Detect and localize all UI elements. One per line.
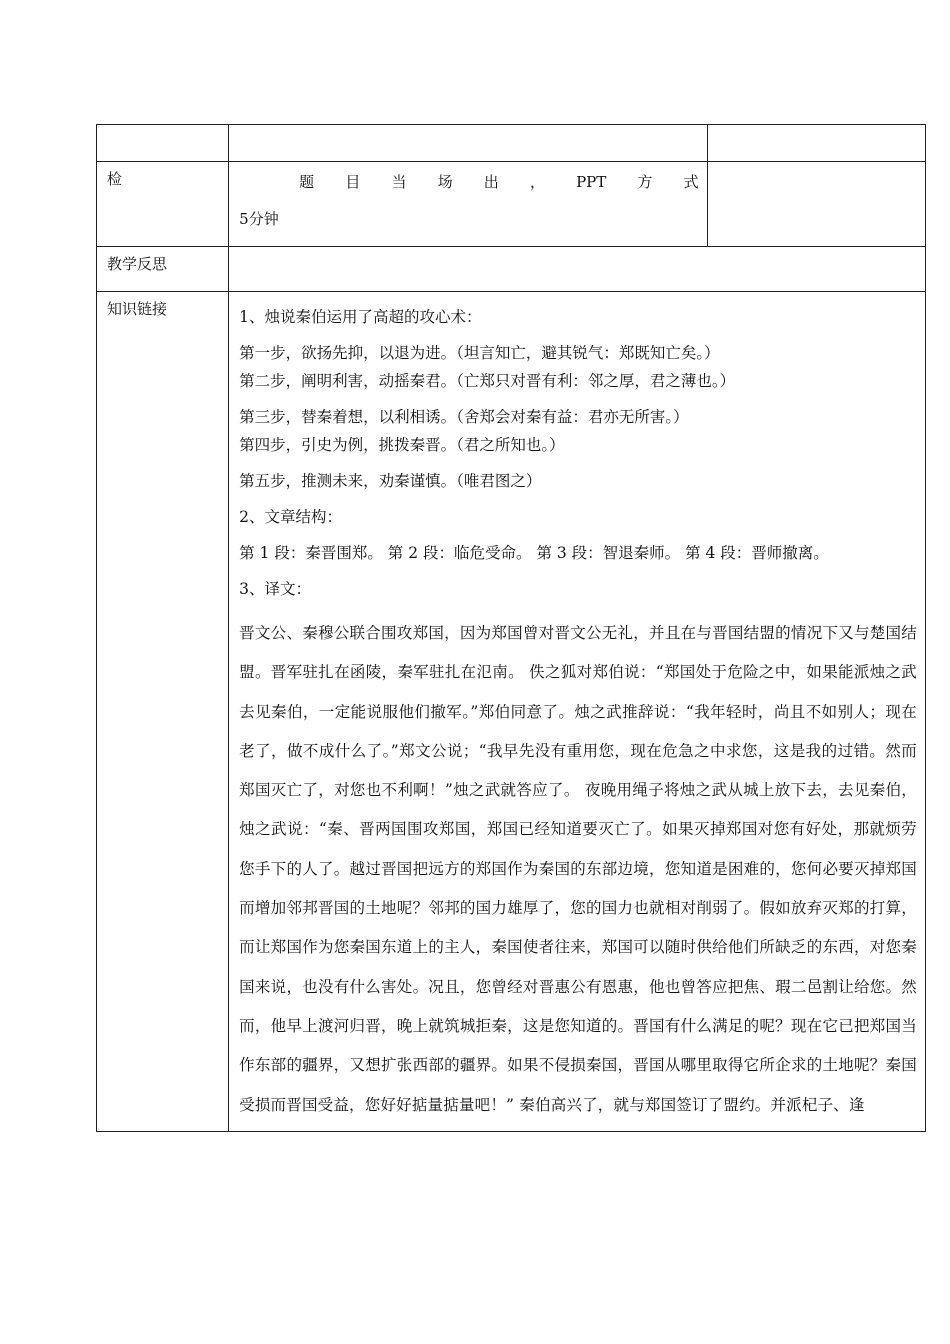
lesson-plan-table [96,124,926,1132]
empty-extra-cell [707,125,925,162]
check-char: 当 [391,173,407,191]
check-label: 检 [97,162,229,247]
check-char: 出 [483,173,499,191]
check-content-cell [229,162,708,247]
point3-title: 3、译文： [239,580,312,598]
table-row-empty [97,125,926,162]
step-item: 第五步，推测未来，劝秦谨慎。（唯君图之） [239,472,542,490]
check-char: PPT [576,173,607,191]
check-char: 题 [299,173,315,191]
table-row-reflection [97,247,926,292]
check-char: ， [529,173,545,191]
knowledge-label: 知识链接 [97,292,229,1132]
reflection-label: 教学反思 [97,247,229,292]
empty-content-cell [229,125,708,162]
step-item: 第一步，欲扬先抑，以退为进。（坦言知亡，避其锐气：郑既知亡矣。） [239,344,720,362]
empty-label-cell [97,125,229,162]
check-char: 目 [345,173,361,191]
structure-line: 第 1 段：秦晋围郑。 第 2 段：临危受命。 第 3 段：智退秦师。 第 4 段：晋师撤离。 [239,544,829,562]
point1-title: 1、烛说秦伯运用了高超的攻心术： [239,308,482,326]
step-item: 第四步，引史为例，挑拨秦晋。（君之所知也。） [239,436,565,454]
check-duration: 5分钟 [239,210,279,228]
translation-paragraph: 晋文公、秦穆公联合围攻郑国，因为郑国曾对晋文公无礼，并且在与晋国结盟的情况下又与楚国结盟。晋军驻扎在函陵，秦军驻扎在氾南。 佚之狐对郑伯说：“郑国处于危险之中，如果能派烛之武去见秦伯，一定能说服他们撤军。”郑伯同意了。烛之武推辞说：“我年轻时，尚且不如别人；现在老了，做不成什么了。”郑文公说；“我早先没有重用您，现在危急之中求您，这是我的过错。然而郑国灭亡了，对您也不利啊！”烛之武就答应了。 夜晚用绳子将烛之武从城上放下去，去见秦伯，烛之武说：“秦、晋两国围攻郑国，郑国已经知道要灭亡了。如果灭掉郑国对您有好处，那就烦劳您手下的人了。越过晋国把远方的郑国作为秦国的东部边境，您知道是困难的，您何必要灭掉郑国而增加邻邦晋国的土地呢？邻邦的国力雄厚了，您的国力也就相对削弱了。假如放弃灭郑的打算，而让郑国作为您秦国东道上的主人，秦国使者往来，郑国可以随时供给他们所缺乏的东西，对您秦国来说，也没有什么害处。况且，您曾经对晋惠公有恩惠，他也曾答应把焦、瑕二邑割让给您。然而，他早上渡河归晋，晚上就筑城拒秦，这是您知道的。晋国有什么满足的呢？现在它已把郑国当作东部的疆界，又想扩张西部的疆界。如果不侵损秦国，晋国从哪里取得它所企求的土地呢？秦国受损而晋国受益，您好好掂量掂量吧！” 秦伯高兴了，就与郑国签订了盟约。并派杞子、逢 [239,624,917,1114]
step-item: 第三步，替秦着想，以利相诱。（舍郑会对秦有益：君亦无所害。） [239,408,689,426]
knowledge-content-cell [229,292,926,1132]
point2-title: 2、文章结构： [239,508,343,526]
reflection-content-cell [229,247,926,292]
table-row-knowledge [97,292,926,1132]
table-row-check [97,162,926,247]
check-char: 式 [683,173,699,191]
check-description [229,162,707,194]
check-extra-cell [707,162,925,247]
check-char: 方 [637,173,653,191]
step-item: 第二步，阐明利害，动摇秦君。（亡郑只对晋有利：邻之厚，君之薄也。） [239,372,736,390]
check-char: 场 [437,173,453,191]
